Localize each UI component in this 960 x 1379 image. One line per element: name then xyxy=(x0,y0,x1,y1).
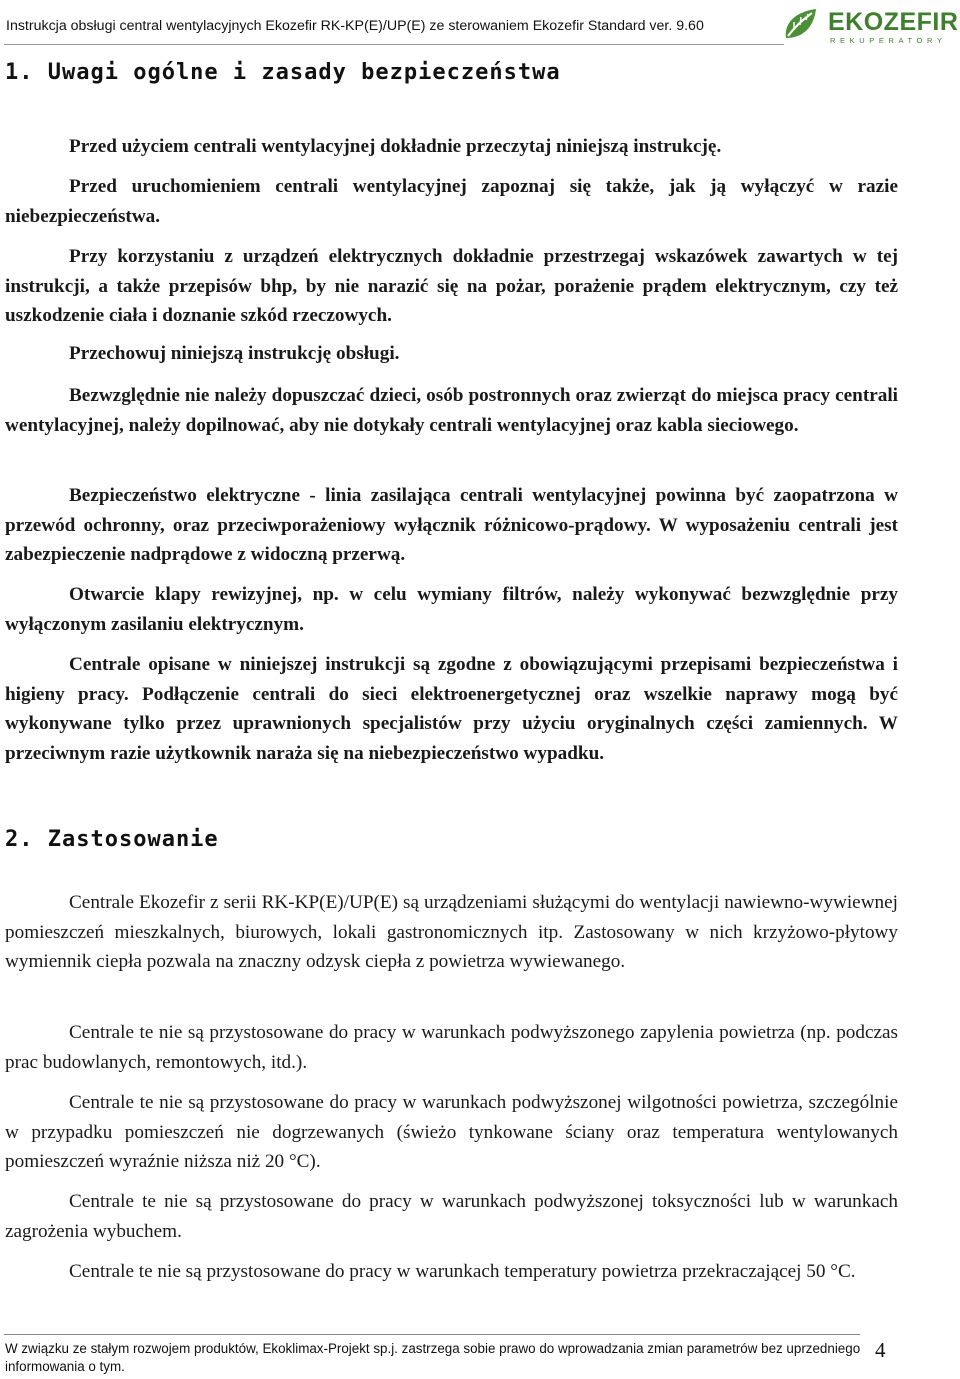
paragraph-electrical-devices: Przy korzystaniu z urządzeń elektrycznych dokładnie przestrzegaj wskazówek zawartych w tej instrukcji, a także przepisów bhp, by nie narazić się na pożar, porażenie prądem elektrycznym, czy też uszkodzenie ciała i doznanie szkód rzeczowych. xyxy=(5,246,898,326)
paragraph-application-description: Centrale Ekozefir z serii RK-KP(E)/UP(E) są urządzeniami służącymi do wentylacji nawiewno-wywiewnej pomieszczeń mieszkalnych, biurowych, lokali gastronomicznych itp. Zastosowany w nich krzyżowo-płytowy wymiennik ciepła pozwala na znaczny odzysk ciepła z powietrza wywiewanego. xyxy=(5,892,898,972)
leaf-icon xyxy=(780,6,820,42)
document-title: Instrukcja obsługi central wentylacyjnych Ekozefir RK-KP(E)/UP(E) ze sterowaniem Ekozefir Standard ver. 9.60 xyxy=(6,18,704,34)
logo-tagline: REKUPERATORY xyxy=(830,36,947,45)
footer-divider xyxy=(4,1334,860,1335)
header-divider xyxy=(4,44,784,45)
paragraph-how-to-switch-off: Przed uruchomieniem centrali wentylacyjnej zapoznaj się także, jak ją wyłączyć w razie niebezpieczeństwa. xyxy=(5,176,898,227)
logo-wordmark: EKOZEFIR xyxy=(828,8,959,36)
footer-note: W związku ze stałym rozwojem produktów, Ekoklimax-Projekt sp.j. zastrzega sobie prawo do wprowadzania zmian parametrów bez uprzedniego informowania o tym. xyxy=(5,1341,861,1374)
paragraph-children-animals: Bezwzględnie nie należy dopuszczać dzieci, osób postronnych oraz zwierząt do miejsca pracy centrali wentylacyjnej, należy dopilnować, aby nie dotykały centrali wentylacyjnej oraz kabla sieciowego. xyxy=(5,385,898,436)
paragraph-keep-manual: Przechowuj niniejszą instrukcję obsługi. xyxy=(69,343,400,364)
section-heading-application: 2. Zastosowanie xyxy=(5,827,219,852)
paragraph-temperature-warning: Centrale te nie są przystosowane do pracy w warunkach temperatury powietrza przekraczającej 50 °C. xyxy=(69,1261,856,1282)
paragraph-service-flap: Otwarcie klapy rewizyjnej, np. w celu wymiany filtrów, należy wykonywać bezwzględnie przy wyłączonym zasilaniu elektrycznym. xyxy=(5,584,898,635)
paragraph-humidity-warning: Centrale te nie są przystosowane do pracy w warunkach podwyższonej wilgotności powietrza, szczególnie w przypadku pomieszczeń nie dogrzewanych (świeżo tynkowane ściany oraz temperatura wentylowanych pomieszczeń wyraźnie niższa niż 20 °C). xyxy=(5,1092,898,1172)
ekozefir-logo xyxy=(780,4,959,48)
page-number: 4 xyxy=(875,1338,886,1362)
section-heading-general-safety: 1. Uwagi ogólne i zasady bezpieczeństwa xyxy=(5,60,561,85)
paragraph-read-instructions: Przed użyciem centrali wentylacyjnej dokładnie przeczytaj niniejszą instrukcję. xyxy=(69,136,722,157)
paragraph-dust-warning: Centrale te nie są przystosowane do pracy w warunkach podwyższonego zapylenia powietrza (np. podczas prac budowlanych, remontowych, itd.). xyxy=(5,1022,898,1073)
paragraph-toxicity-warning: Centrale te nie są przystosowane do pracy w warunkach podwyższonej toksyczności lub w warunkach zagrożenia wybuchem. xyxy=(5,1191,898,1242)
paragraph-electrical-safety: Bezpieczeństwo elektryczne - linia zasilająca centrali wentylacyjnej powinna być zaopatrzona w przewód ochronny, oraz przeciwporażeniowy wyłącznik różnicowo-prądowy. W wyposażeniu centrali jest zabezpieczenie nadprądowe z widoczną przerwą. xyxy=(5,485,898,565)
paragraph-compliance: Centrale opisane w niniejszej instrukcji są zgodne z obowiązującymi przepisami bezpieczeństwa i higieny pracy. Podłączenie centrali do sieci elektroenergetycznej oraz wszelkie naprawy mogą być wykonywane tylko przez uprawnionych specjalistów przy użyciu oryginalnych części zamiennych. W przeciwnym razie użytkownik naraża się na niebezpieczeństwo wypadku. xyxy=(5,654,898,764)
page-header xyxy=(4,4,959,46)
